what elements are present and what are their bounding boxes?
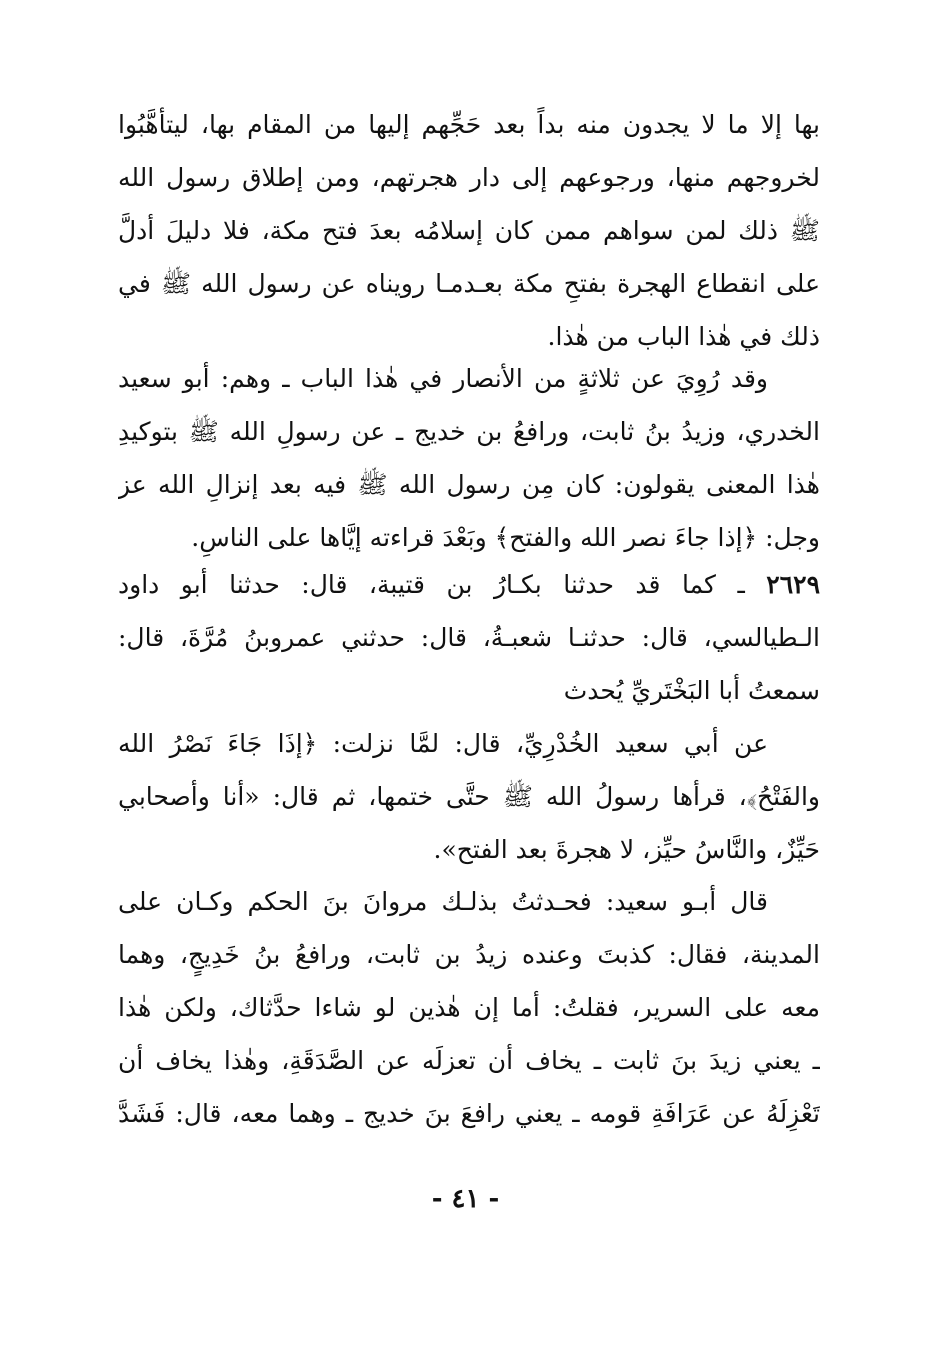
text-line: معه على السرير، فقلتُ: أما إن هٰذين لو شاءا حدَّثاك، ولكن هٰذا: [118, 993, 820, 1022]
text-line: وقد رُوِيَ عن ثلاثةٍ من الأنصار في هٰذا الباب ـ وهم: أبو سعيد: [118, 364, 768, 393]
hadith-number: ٢٦٢٩: [766, 570, 820, 599]
text-line: وجل: ﴿إذا جاءَ نصر الله والفتح﴾ وبَعْدَ قراءته إيَّاها على الناسِ.: [191, 523, 820, 552]
hadith-matn: [118, 717, 820, 876]
text-line: المدينة، فقال: كذبتَ وعنده زيدُ بن ثابت، ورافعُ بنُ خَدِيجٍ، وهما: [118, 940, 820, 969]
text-line: تَعْزِلَهُ عن عَرَافَةِ قومه ـ يعني رافعَ بنَ خديج ـ وهما معه، قال: فَشَدَّ: [118, 1099, 820, 1128]
text-line: الـطيالسي، قال: حدثنـا شعبـةُ، قال: حدثني عمروبنُ مُرَّةَ، قال:: [118, 623, 820, 652]
text-line: ذلك في هٰذا الباب من هٰذا.: [547, 322, 820, 351]
text-line: الخدري، وزيدُ بنُ ثابت، ورافعُ بن خديج ـ عن رسولِ الله ﷺ بتوكيدِ: [118, 417, 820, 446]
text-line: والفَتْحُ﴾، قرأها رسولُ الله ﷺ حتَّى ختمها، ثم قال: «أنا وأصحابي: [118, 782, 820, 811]
text-line: ـ يعني زيدَ بنَ ثابت ـ يخاف أن تعزلَه عن الصَّدَقَةِ، وهٰذا يخاف أن: [118, 1046, 820, 1075]
text-line: سمعتُ أبا البَخْتَريِّ يُحدث: [563, 676, 820, 705]
isnad-text: ـ كما قد حدثنا بكـارُ بن قتيبة، قال: حدثنا أبو داود: [118, 570, 767, 599]
paragraph-1: [118, 98, 820, 363]
text-line: على انقطاع الهجرة بفتحِ مكة بعـدمـا رويناه عن رسول الله ﷺ في: [118, 269, 820, 298]
text-line: بها إلا ما لا يجدون منه بداً بعد حَجِّهم إليها من المقام بها، ليتأهَّبُوا: [118, 110, 820, 139]
text-line: هٰذا المعنى يقولون: كان مِن رسول الله ﷺ فيه بعد إنزالِ الله عز: [118, 470, 820, 499]
hadith-isnad: [118, 558, 820, 717]
text-line: عن أبي سعيد الخُدْرِيِّ، قال: لمَّا نزلت: ﴿إذَا جَاءَ نَصْرُ الله: [118, 729, 768, 758]
text-line: ﷺ ذلك لمن سواهم ممن كان إسلامُه بعدَ فتح مكة، فلا دليلَ أدلَّ: [118, 216, 820, 245]
paragraph-2: [118, 352, 820, 564]
text-line: لخروجهم منها، ورجوعهم إلى دار هجرتهم، ومن إطلاق رسول الله: [118, 163, 820, 192]
text-line: [118, 558, 820, 611]
paragraph-5: [118, 875, 820, 1140]
page-number: - ٤١ -: [431, 1184, 500, 1214]
text-line: حَيِّزٌ، والنَّاسُ حيِّز، لا هجرةَ بعد الفتح».: [433, 835, 820, 864]
text-line: قال أبـو سعيد: فحـدثتُ بذلـك مروانَ بنَ الحكم وكـان على: [118, 887, 768, 916]
